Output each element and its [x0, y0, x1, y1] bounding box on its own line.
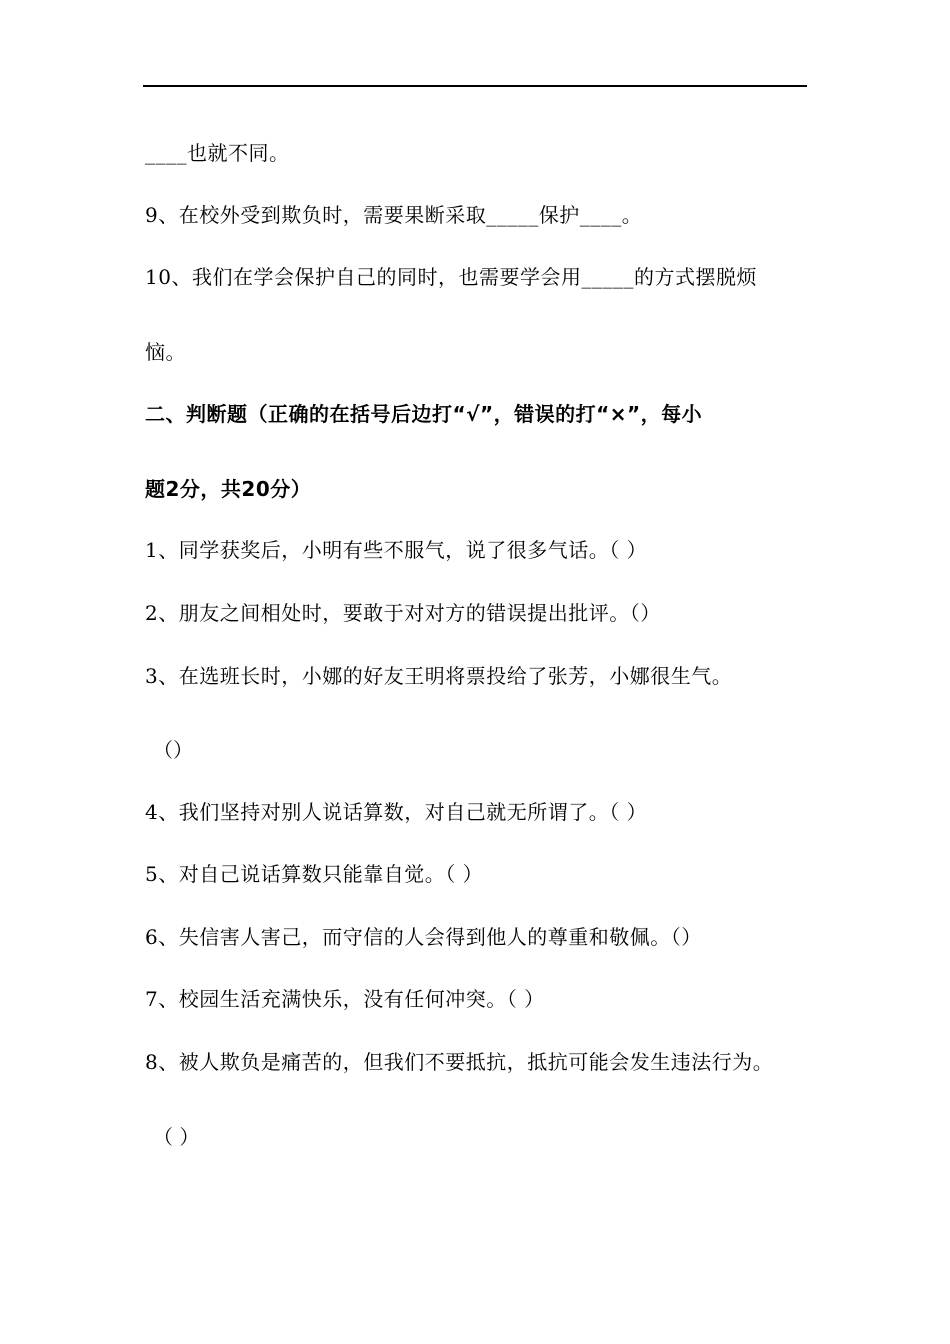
judge-question-2: 2、朋友之间相处时，要敢于对对方的错误提出批评。（）	[145, 601, 661, 625]
fill-in-question-10-continuation: 恼。	[145, 340, 186, 364]
fill-in-question-9: 9、在校外受到欺负时，需要果断采取_____保护____。	[145, 203, 643, 227]
judge-question-3: 3、在选班长时，小娜的好友王明将票投给了张芳，小娜很生气。	[145, 664, 733, 688]
fill-in-line-continuation: ____也就不同。	[145, 141, 290, 165]
judge-question-5: 5、对自己说话算数只能靠自觉。（ ）	[145, 862, 484, 886]
judge-question-8-answer-paren: （ ）	[153, 1125, 200, 1149]
judge-question-3-answer-paren: （）	[153, 738, 193, 762]
section-2-title: 二、判断题（正确的在括号后边打“√”，错误的打“×”，每小	[145, 402, 703, 426]
judge-question-6: 6、失信害人害己，而守信的人会得到他人的尊重和敬佩。（）	[145, 925, 702, 949]
judge-question-7: 7、校园生活充满快乐，没有任何冲突。（ ）	[145, 987, 545, 1011]
judge-question-4: 4、我们坚持对别人说话算数，对自己就无所谓了。（ ）	[145, 800, 648, 824]
judge-question-8: 8、被人欺负是痛苦的，但我们不要抵抗，抵抗可能会发生违法行为。	[145, 1050, 774, 1074]
fill-in-question-10: 10、我们在学会保护自己的同时，也需要学会用_____的方式摆脱烦	[145, 265, 757, 289]
section-2-title-continuation: 题2分，共20分）	[145, 477, 312, 501]
header-rule	[143, 85, 807, 87]
judge-question-1: 1、同学获奖后，小明有些不服气，说了很多气话。（ ）	[145, 538, 648, 562]
